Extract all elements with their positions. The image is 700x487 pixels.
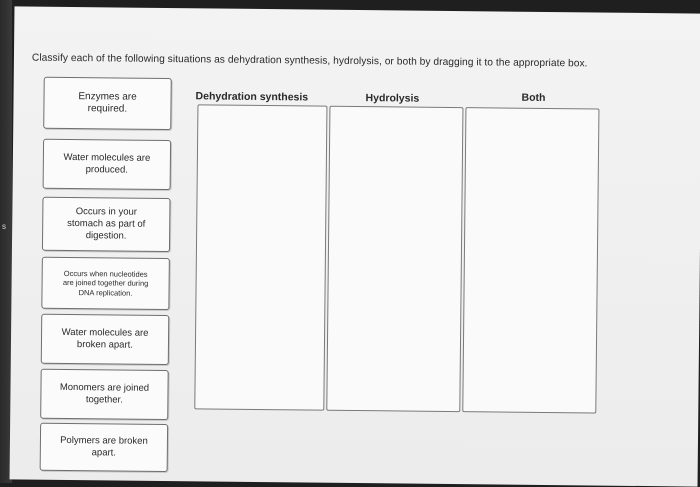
card-label: Monomers are joined together. — [59, 382, 150, 406]
card-label: Water molecules are produced. — [63, 152, 151, 176]
card-label: Occurs in your stomach as part of digestion. — [67, 206, 146, 242]
card-label: Occurs when nucleotides are joined together during DNA replication. — [62, 268, 149, 298]
draggable-card-polymers-broken[interactable] — [40, 423, 168, 472]
card-label: Enzymes are required. — [78, 90, 137, 115]
draggable-card-water-produced[interactable] — [43, 139, 172, 190]
drop-box-both[interactable] — [462, 107, 599, 413]
card-label: Polymers are broken apart. — [60, 435, 148, 459]
draggable-card-stomach-digestion[interactable] — [42, 197, 171, 252]
draggable-card-monomers-joined[interactable] — [40, 369, 169, 420]
draggable-card-enzymes[interactable] — [43, 77, 172, 130]
side-mark-text: s — [2, 222, 6, 231]
draggable-card-water-broken[interactable] — [41, 314, 170, 365]
draggable-card-dna-replication[interactable] — [41, 257, 170, 310]
column-header-dehydration: Dehydration synthesis — [195, 90, 309, 104]
drop-box-dehydration[interactable] — [194, 104, 327, 410]
activity-panel — [10, 6, 700, 486]
column-header-both: Both — [521, 91, 546, 104]
column-header-hydrolysis: Hydrolysis — [365, 92, 420, 105]
instruction-text: Classify each of the following situations as dehydration synthesis, hydrolysis, or both by dragging it to the appropriate box. — [31, 52, 588, 70]
card-label: Water molecules are broken apart. — [61, 327, 149, 351]
drop-box-hydrolysis[interactable] — [326, 106, 463, 412]
